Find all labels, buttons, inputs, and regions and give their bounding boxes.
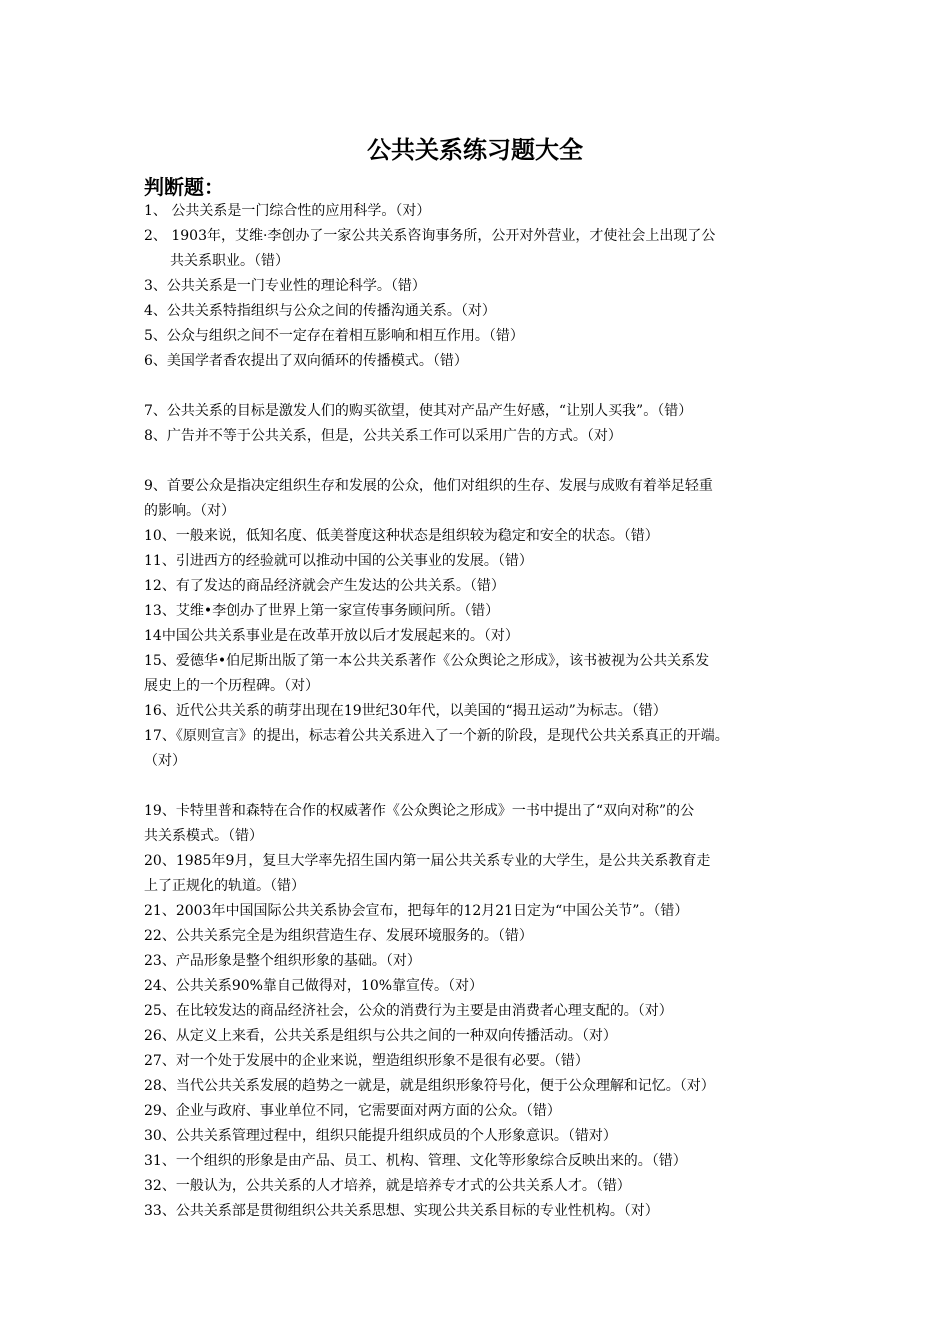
question-text: 26、从定义上来看，公共关系是组织与公共之间的一种双向传播活动。（对） [144,1028,617,1044]
question-text-continued: 的影响。（对） [144,503,235,519]
question-item [144,924,812,949]
question-text: 10、一般来说，低知名度、低美誉度这种状态是组织较为稳定和安全的状态。（错） [144,528,659,544]
question-text: 33、公共关系部是贯彻组织公共关系思想、实现公共关系目标的专业性机构。（对） [144,1203,659,1219]
question-item [144,849,812,899]
question-text: 15、爱德华•伯尼斯出版了第一本公共关系著作《公众舆论之形成》，该书被视为公共关系发 [144,653,710,669]
question-item [144,724,812,774]
question-item [144,1149,812,1174]
question-item [144,1199,812,1224]
question-text: 25、在比较发达的商品经济社会，公众的消费行为主要是由消费者心理支配的。（对） [144,1003,673,1019]
question-item [144,699,812,724]
question-item [144,649,812,699]
question-item [144,424,812,449]
question-text: 1、 公共关系是一门综合性的应用科学。（对） [144,203,431,219]
question-item [144,1049,812,1074]
question-text: 17、《原则宣言》的提出，标志着公共关系进入了一个新的阶段，是现代公共关系真正的开端。 [144,728,729,744]
question-text-continued: 上了正规化的轨道。（错） [144,878,305,894]
question-item [144,524,812,549]
question-item [144,999,812,1024]
question-text: 22、公共关系完全是为组织营造生存、发展环境服务的。（错） [144,928,533,944]
question-text: 27、对一个处于发展中的企业来说，塑造组织形象不是很有必要。（错） [144,1053,589,1069]
question-item [144,1124,812,1149]
question-text: 24、公共关系90%靠自己做得对，10%靠宣传。（对） [144,978,484,994]
question-item [144,399,812,424]
question-text: 31、一个组织的形象是由产品、员工、机构、管理、文化等形象综合反映出来的。（错） [144,1153,687,1169]
question-text: 9、首要公众是指决定组织生存和发展的公众，他们对组织的生存、发展与成败有着举足轻重 [144,478,713,494]
question-item [144,474,812,524]
question-text-continued: 共关系模式。（错） [144,828,263,844]
question-item [144,549,812,574]
question-text-continued: 共关系职业。（错） [170,253,289,269]
blank-line [144,774,812,799]
question-item [144,1024,812,1049]
question-text: 32、一般认为，公共关系的人才培养，就是培养专才式的公共关系人才。（错） [144,1178,631,1194]
question-text: 12、有了发达的商品经济就会产生发达的公共关系。（错） [144,578,505,594]
question-item [144,899,812,924]
question-item [144,324,812,349]
document-title: 公共关系练习题大全 [367,136,583,164]
question-item [144,949,812,974]
question-item [144,1074,812,1099]
question-text: 4、公共关系特指组织与公众之间的传播沟通关系。（对） [144,303,496,319]
question-text: 6、美国学者香农提出了双向循环的传播模式。（错） [144,353,468,369]
section-heading: 判断题： [144,175,224,199]
question-text-continued: 展史上的一个历程碑。（对） [144,678,319,694]
question-text: 21、2003年中国国际公共关系协会宣布，把每年的12月21日定为“中国公关节”。（错） [144,903,689,919]
question-text: 28、当代公共关系发展的趋势之一就是，就是组织形象符号化，便于公众理解和记忆。（对） [144,1078,715,1094]
question-item [144,1099,812,1124]
question-text: 11、引进西方的经验就可以推动中国的公关事业的发展。（错） [144,553,533,569]
question-item [144,274,812,299]
blank-line [144,449,812,474]
question-text: 16、近代公共关系的萌芽出现在19世纪30年代，以美国的“揭丑运动”为标志。（错） [144,703,667,719]
question-text: 7、公共关系的目标是激发人们的购买欲望，使其对产品产生好感，“让别人买我”。（错） [144,403,693,419]
question-item [144,574,812,599]
question-text: 29、企业与政府、事业单位不同，它需要面对两方面的公众。（错） [144,1103,561,1119]
blank-line [144,374,812,399]
question-item [144,1174,812,1199]
question-text: 13、艾维•李创办了世界上第一家宣传事务顾问所。（错） [144,603,500,619]
question-item [144,224,812,274]
question-text: 3、公共关系是一门专业性的理论科学。（错） [144,278,426,294]
question-text-continued: （对） [144,753,186,769]
question-text: 2、 1903年，艾维·李创办了一家公共关系咨询事务所，公开对外营业，才使社会上出现了公 [144,228,716,244]
question-item [144,299,812,324]
question-text: 30、公共关系管理过程中，组织只能提升组织成员的个人形象意识。（错对） [144,1128,617,1144]
question-text: 19、卡特里普和森特在合作的权威著作《公众舆论之形成》一书中提出了“双向对称”的公 [144,803,695,819]
question-item [144,974,812,999]
question-item [144,799,812,849]
question-item [144,349,812,374]
question-text: 8、广告并不等于公共关系，但是，公共关系工作可以采用广告的方式。（对） [144,428,622,444]
question-list [144,199,812,1224]
question-item [144,599,812,624]
question-item [144,624,812,649]
question-text: 23、产品形象是整个组织形象的基础。（对） [144,953,421,969]
question-item [144,199,812,224]
question-text: 20、1985年9月，复旦大学率先招生国内第一届公共关系专业的大学生，是公共关系教育走 [144,853,711,869]
question-text: 14中国公共关系事业是在改革开放以后才发展起来的。（对） [144,628,519,644]
question-text: 5、公众与组织之间不一定存在着相互影响和相互作用。（错） [144,328,524,344]
